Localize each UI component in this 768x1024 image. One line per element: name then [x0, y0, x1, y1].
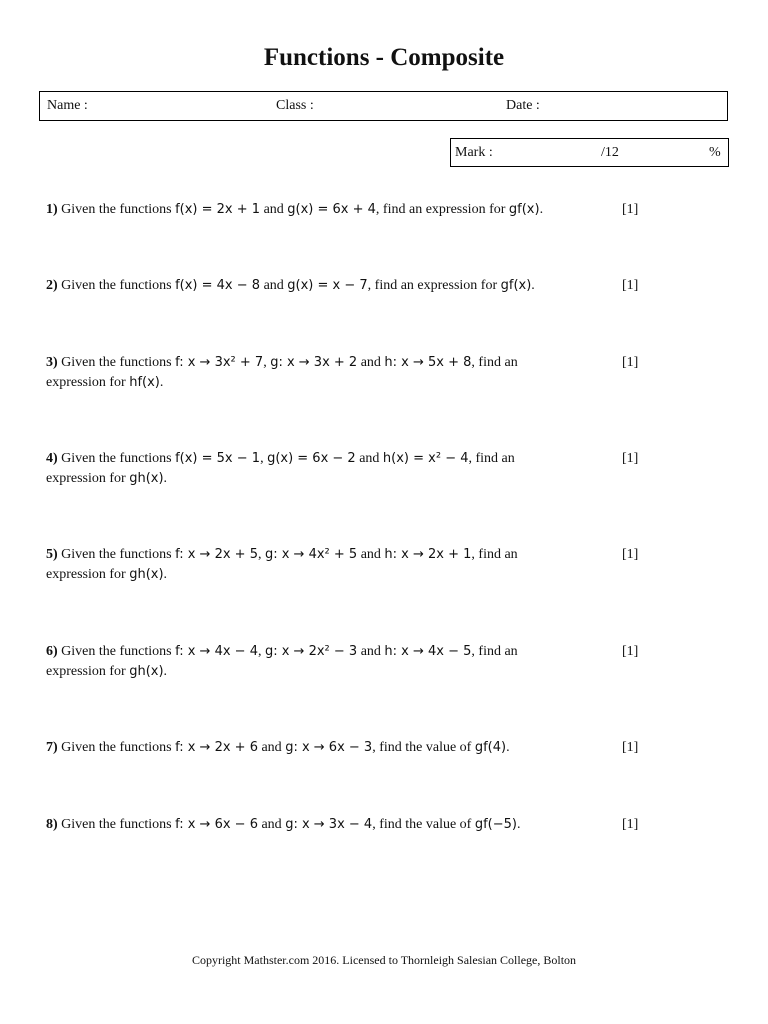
question-end: .	[539, 202, 544, 217]
target-expression: hf(x)	[129, 375, 160, 390]
question-number: 3)	[46, 355, 58, 370]
question-3	[46, 353, 576, 393]
function-h: h(x) = x² − 4	[382, 451, 469, 466]
function-h: h: x → 5x + 8	[384, 355, 472, 370]
separator: ,	[257, 644, 262, 659]
question-text: , find an expression for	[367, 278, 498, 293]
question-text: expression for	[46, 567, 126, 582]
target-expression: gf(4)	[474, 740, 507, 755]
function-f: f: x → 6x − 6	[175, 817, 258, 832]
function-f: f(x) = 4x − 8	[175, 278, 261, 293]
target-expression: gf(−5)	[474, 817, 517, 832]
function-h: h: x → 2x + 1	[384, 547, 472, 562]
function-f: f(x) = 2x + 1	[175, 202, 261, 217]
function-f: f: x → 2x + 6	[175, 740, 258, 755]
mark-percent: %	[709, 145, 721, 160]
question-end: .	[159, 375, 164, 390]
function-g: g(x) = x − 7	[287, 278, 368, 293]
question-7-marks: [1]	[622, 740, 639, 755]
function-g: g: x → 4x² + 5	[264, 547, 358, 562]
mark-total: /12	[601, 145, 619, 160]
question-4-marks: [1]	[622, 451, 639, 466]
question-text: , find an expression for	[375, 202, 506, 217]
question-text: Given the functions	[61, 278, 172, 293]
question-end: .	[163, 471, 168, 486]
question-text: , find an	[471, 644, 518, 659]
function-f: f: x → 4x − 4	[175, 644, 258, 659]
question-end: .	[531, 278, 535, 293]
target-expression: gh(x)	[129, 567, 164, 582]
question-text: expression for	[46, 664, 126, 679]
target-expression: gf(x)	[500, 278, 532, 293]
function-g: g: x → 3x − 4	[285, 817, 373, 832]
question-number: 5)	[46, 547, 58, 562]
date-label: Date :	[506, 98, 540, 113]
question-text: , find an	[468, 451, 515, 466]
question-text: and	[359, 451, 380, 466]
question-text: Given the functions	[61, 451, 172, 466]
question-text: and	[261, 817, 282, 832]
question-text: and	[261, 740, 282, 755]
function-g: g(x) = 6x + 4	[287, 202, 376, 217]
function-g: g: x → 2x² − 3	[264, 644, 358, 659]
question-8-marks: [1]	[622, 817, 639, 832]
question-number: 4)	[46, 451, 58, 466]
page-title: Functions - Composite	[263, 44, 505, 71]
mark-label: Mark :	[455, 145, 493, 160]
function-f: f(x) = 5x − 1	[175, 451, 261, 466]
question-1-marks: [1]	[622, 202, 639, 217]
separator: ,	[257, 547, 262, 562]
question-7	[46, 738, 576, 758]
question-5	[46, 545, 576, 585]
question-number: 6)	[46, 644, 58, 659]
question-text: Given the functions	[61, 355, 172, 370]
question-3-marks: [1]	[622, 355, 639, 370]
question-text: expression for	[46, 471, 126, 486]
question-5-marks: [1]	[622, 547, 639, 562]
question-text: expression for	[46, 375, 126, 390]
question-number: 7)	[46, 740, 58, 755]
question-text: and	[360, 355, 381, 370]
question-number: 1)	[46, 202, 58, 217]
question-8	[46, 815, 576, 835]
question-text: Given the functions	[61, 740, 172, 755]
name-label: Name :	[47, 98, 88, 113]
function-h: h: x → 4x − 5	[384, 644, 472, 659]
question-text: , find an	[471, 355, 518, 370]
question-text: , find the value of	[372, 817, 472, 832]
mark-box	[450, 138, 729, 167]
question-text: Given the functions	[61, 817, 172, 832]
question-text: and	[263, 278, 284, 293]
copyright-footer: Copyright Mathster.com 2016. Licensed to Thornleigh Salesian College, Bolton	[191, 953, 577, 967]
student-info-box	[39, 91, 728, 121]
question-number: 8)	[46, 817, 58, 832]
separator: ,	[263, 355, 267, 370]
question-text: and	[360, 547, 381, 562]
function-f: f: x → 3x² + 7	[175, 355, 264, 370]
question-2	[46, 276, 576, 296]
question-2-marks: [1]	[622, 278, 639, 293]
question-end: .	[163, 567, 168, 582]
question-1	[46, 200, 576, 220]
question-6	[46, 642, 576, 682]
question-end: .	[506, 740, 510, 755]
question-text: and	[263, 202, 284, 217]
target-expression: gf(x)	[508, 202, 540, 217]
function-g: g(x) = 6x − 2	[267, 451, 356, 466]
question-text: Given the functions	[61, 644, 172, 659]
question-6-marks: [1]	[622, 644, 639, 659]
question-text: , find an	[471, 547, 518, 562]
question-end: .	[516, 817, 521, 832]
question-4	[46, 449, 576, 489]
question-text: Given the functions	[61, 202, 172, 217]
target-expression: gh(x)	[129, 664, 164, 679]
function-f: f: x → 2x + 5	[175, 547, 258, 562]
function-g: g: x → 6x − 3	[285, 740, 373, 755]
separator: ,	[260, 451, 264, 466]
target-expression: gh(x)	[129, 471, 164, 486]
class-label: Class :	[276, 98, 314, 113]
question-end: .	[163, 664, 168, 679]
function-g: g: x → 3x + 2	[270, 355, 358, 370]
question-number: 2)	[46, 278, 58, 293]
question-text: , find the value of	[372, 740, 472, 755]
question-text: Given the functions	[61, 547, 172, 562]
question-text: and	[360, 644, 381, 659]
